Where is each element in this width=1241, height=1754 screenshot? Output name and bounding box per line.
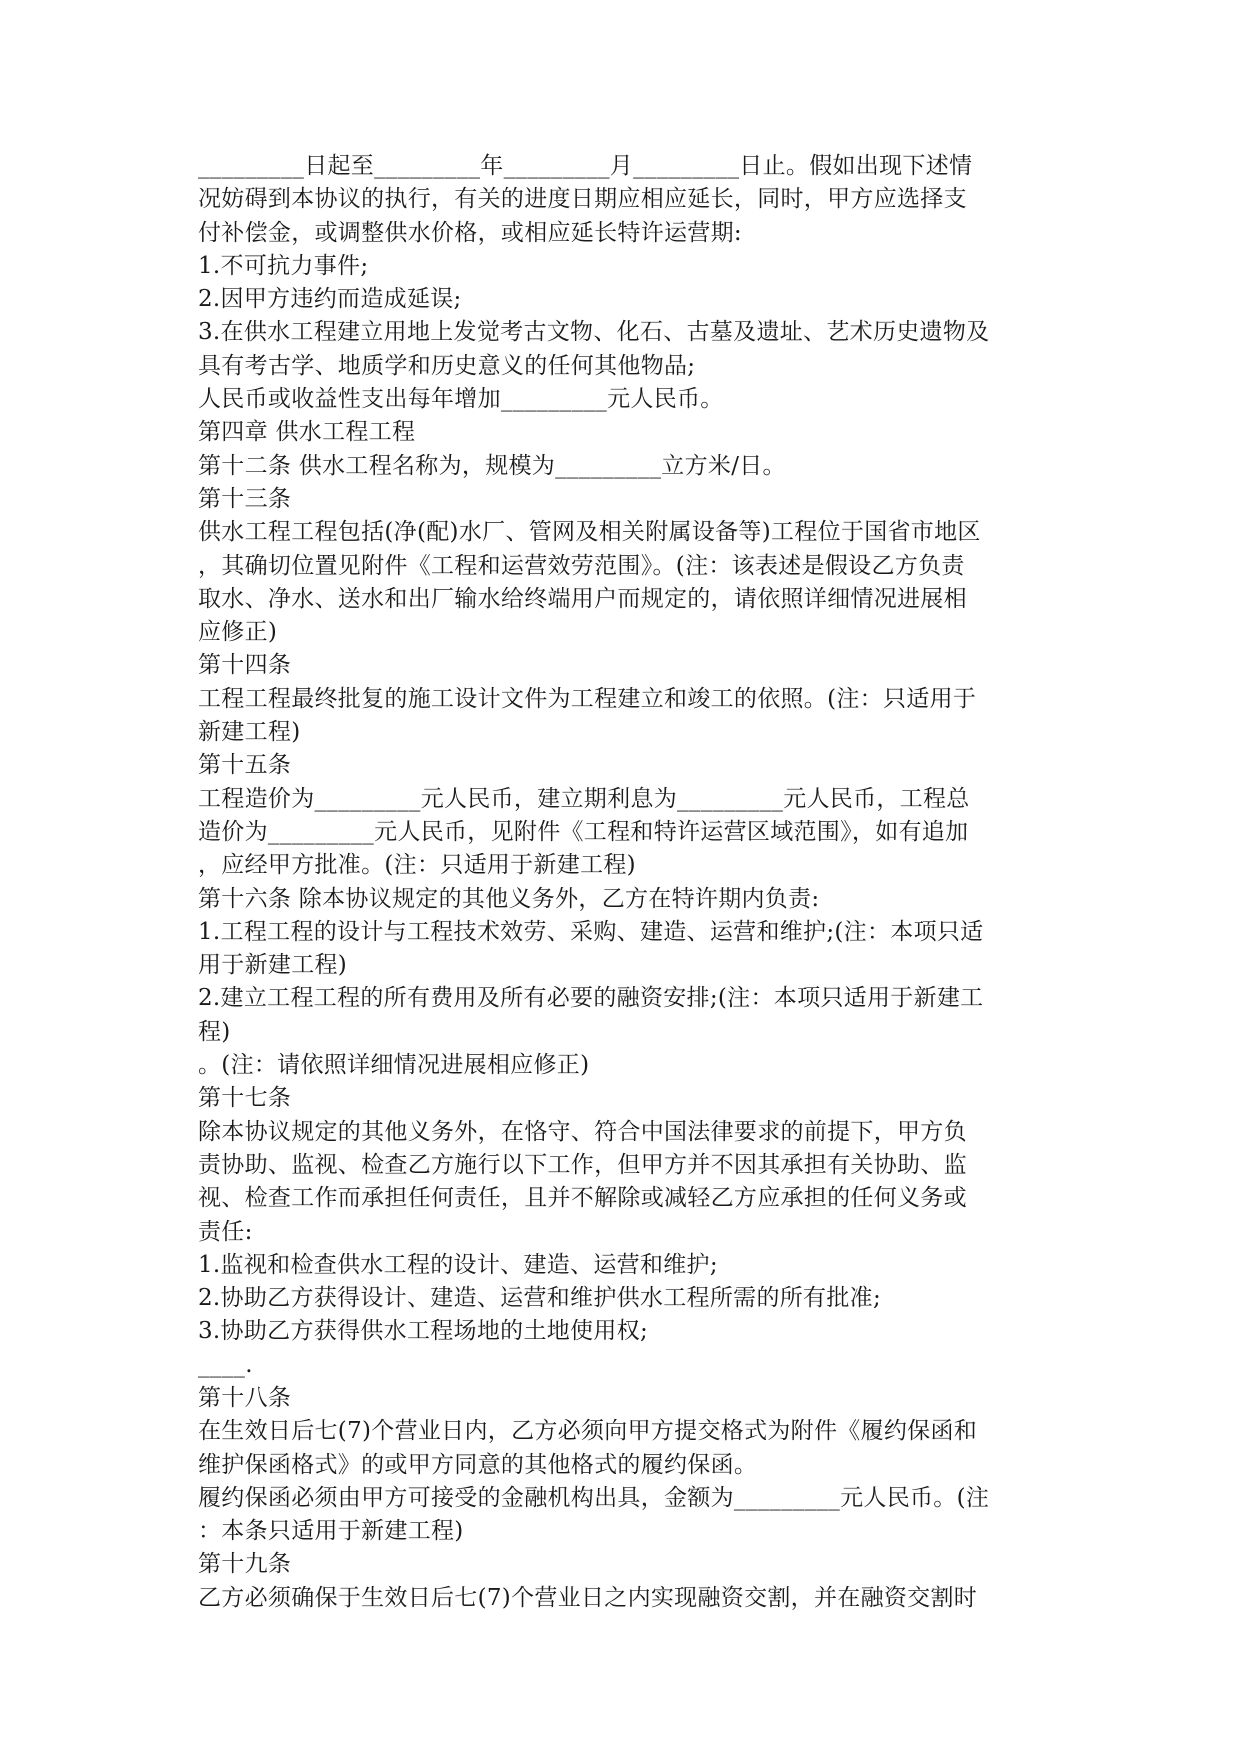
list-item: 1.工程工程的设计与工程技术效劳、采购、建造、运营和维护;(注：本项只适 [198, 918, 984, 945]
text-line: 供水工程工程包括(净(配)水厂、管网及相关附属设备等)工程位于国省市地区 [198, 519, 981, 546]
text-line: 况妨碍到本协议的执行，有关的进度日期应相应延长，同时，甲方应选择支 [198, 186, 967, 213]
text-line: ：本条只适用于新建工程) [198, 1518, 464, 1545]
text-line: 付补偿金，或调整供水价格，或相应延长特许运营期: [198, 219, 742, 246]
article-heading: 第十七条 [198, 1085, 292, 1112]
text-line: 程) [198, 1018, 231, 1045]
document-page [198, 150, 1058, 1615]
text-line: 造价为_________元人民币，见附件《工程和特许运营区域范围》，如有追加 [198, 818, 969, 845]
article-heading: 第十三条 [198, 485, 292, 512]
text-line: 履约保函必须由甲方可接受的金融机构出具，金额为_________元人民币。(注 [198, 1484, 990, 1511]
text-line: 维护保函格式》的或甲方同意的其他格式的履约保函。 [198, 1451, 758, 1478]
text-line: 除本协议规定的其他义务外，在恪守、符合中国法律要求的前提下，甲方负 [198, 1118, 967, 1145]
text-line: 责任: [198, 1218, 253, 1245]
text-line: 应修正) [198, 619, 278, 646]
text-line: 用于新建工程) [198, 952, 348, 979]
chapter-heading: 第四章 供水工程工程 [198, 419, 416, 446]
list-item: 2.建立工程工程的所有费用及所有必要的融资安排;(注：本项只适用于新建工 [198, 985, 984, 1012]
list-item: 3.协助乙方获得供水工程场地的土地使用权; [198, 1318, 648, 1345]
text-line: 人民币或收益性支出每年增加_________元人民币。 [198, 386, 724, 413]
list-item: 1.监视和检查供水工程的设计、建造、运营和维护; [198, 1251, 718, 1278]
article-line: 第十六条 除本协议规定的其他义务外，乙方在特许期内负责: [198, 885, 820, 912]
article-heading: 第十五条 [198, 752, 292, 779]
article-heading: 第十八条 [198, 1384, 292, 1411]
text-line: 乙方必须确保于生效日后七(7)个营业日之内实现融资交割，并在融资交割时 [198, 1584, 978, 1611]
text-line: 在生效日后七(7)个营业日内，乙方必须向甲方提交格式为附件《履约保函和 [198, 1418, 978, 1445]
text-line: 工程造价为_________元人民币，建立期利息为_________元人民币，工程总 [198, 785, 970, 812]
text-line: 。(注：请依照详细情况进展相应修正) [198, 1052, 590, 1079]
text-line: 工程工程最终批复的施工设计文件为工程建立和竣工的依照。(注：只适用于 [198, 685, 977, 712]
text-line: ，应经甲方批准。(注：只适用于新建工程) [198, 852, 636, 879]
text-line: 视、检查工作而承担任何责任，且并不解除或减轻乙方应承担的任何义务或 [198, 1185, 967, 1212]
article-line: 第十二条 供水工程名称为，规模为_________立方米/日。 [198, 452, 786, 479]
text-line: ，其确切位置见附件《工程和运营效劳范围》。(注：该表述是假设乙方负责 [198, 552, 965, 579]
text-line: _________日起至_________年_________月_________日止。假如出现下述情 [198, 153, 973, 179]
article-heading: 第十四条 [198, 652, 292, 679]
blank-line: ____. [198, 1351, 253, 1378]
text-line: 具有考古学、地质学和历史意义的任何其他物品; [198, 352, 696, 379]
list-item: 1.不可抗力事件; [198, 252, 369, 279]
list-item: 2.因甲方违约而造成延误; [198, 286, 462, 313]
text-line: 取水、净水、送水和出厂输水给终端用户而规定的，请依照详细情况进展相 [198, 585, 967, 612]
list-item: 3.在供水工程建立用地上发觉考古文物、化石、古墓及遗址、艺术历史遗物及 [198, 319, 990, 346]
list-item: 2.协助乙方获得设计、建造、运营和维护供水工程所需的所有批准; [198, 1285, 881, 1312]
article-heading: 第十九条 [198, 1551, 292, 1578]
text-line: 新建工程) [198, 719, 301, 746]
text-line: 责协助、监视、检查乙方施行以下工作，但甲方并不因其承担有关协助、监 [198, 1151, 967, 1178]
